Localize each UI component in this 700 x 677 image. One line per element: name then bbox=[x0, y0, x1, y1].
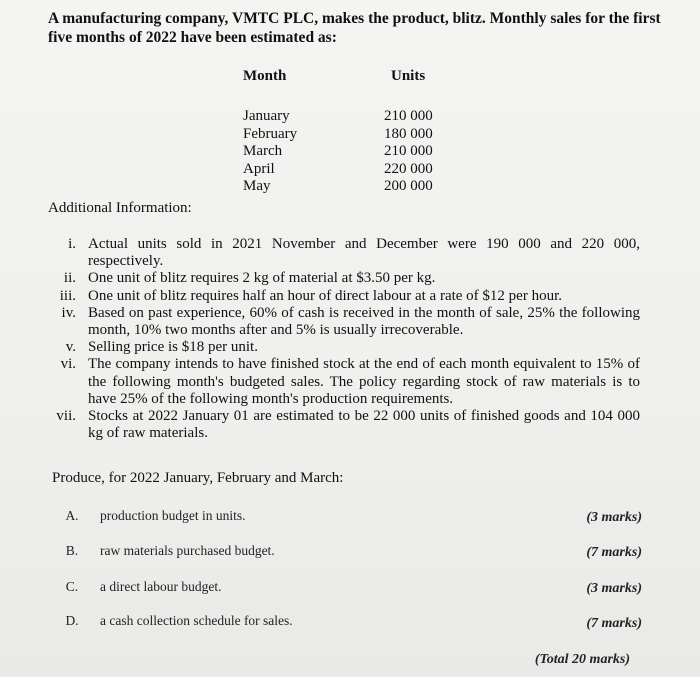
task-marks: (3 marks) bbox=[586, 581, 642, 596]
month-cell: January bbox=[243, 108, 290, 124]
units-cell: 220 000 bbox=[384, 160, 433, 177]
list-item bbox=[48, 339, 640, 356]
list-item bbox=[48, 288, 640, 305]
item-number: vi. bbox=[60, 356, 76, 373]
item-text: Stocks at 2022 January 01 are estimated to be 22 000 units of finished goods and 104 000 kg of raw materials. bbox=[88, 408, 640, 442]
task-letter: A. bbox=[65, 508, 79, 523]
task-letter: C. bbox=[65, 579, 79, 594]
task-letter: D. bbox=[65, 613, 79, 628]
produce-heading: Produce, for 2022 January, February and March: bbox=[52, 470, 344, 486]
task-label: a cash collection schedule for sales. bbox=[100, 613, 293, 628]
item-number: v. bbox=[65, 339, 76, 356]
list-item bbox=[48, 408, 640, 442]
task-marks: (7 marks) bbox=[586, 545, 642, 560]
list-item bbox=[48, 236, 640, 270]
additional-info-list bbox=[48, 236, 640, 442]
item-text: Selling price is $18 per unit. bbox=[88, 339, 258, 356]
list-item bbox=[48, 305, 640, 339]
item-number: ii. bbox=[63, 270, 76, 287]
item-number: iii. bbox=[59, 287, 76, 304]
month-cell: February bbox=[243, 125, 298, 142]
task-label: production budget in units. bbox=[100, 508, 246, 523]
units-cell: 210 000 bbox=[384, 143, 433, 159]
list-item bbox=[48, 356, 640, 408]
item-number: vii. bbox=[56, 408, 76, 425]
task-label: raw materials purchased budget. bbox=[100, 543, 275, 558]
units-cell: 210 000 bbox=[384, 108, 433, 124]
item-text: One unit of blitz requires half an hour of direct labour at a rate of $12 per hour. bbox=[88, 287, 563, 304]
question-intro: A manufacturing company, VMTC PLC, makes the product, blitz. Monthly sales for the first five months of 2022 have been estimated as: bbox=[48, 10, 661, 46]
total-marks: (Total 20 marks) bbox=[534, 652, 630, 667]
item-text: One unit of blitz requires 2 kg of material at $3.50 per kg. bbox=[88, 270, 436, 287]
month-cell: April bbox=[243, 160, 275, 177]
units-cell: 180 000 bbox=[384, 125, 433, 142]
month-cell: March bbox=[243, 143, 283, 159]
units-column bbox=[384, 108, 433, 196]
item-text: Actual units sold in 2021 November and December were 190 000 and 220 000, respectively. bbox=[88, 236, 640, 270]
task-marks: (7 marks) bbox=[586, 616, 642, 631]
task-letter: B. bbox=[65, 543, 79, 558]
month-column-header: Month bbox=[243, 68, 287, 84]
task-label: a direct labour budget. bbox=[100, 579, 222, 594]
month-column bbox=[243, 108, 297, 196]
month-cell: May bbox=[243, 178, 271, 194]
item-text: Based on past experience, 60% of cash is received in the month of sale, 25% the following month, 10% two months after and 5% is usually irrecoverable. bbox=[88, 304, 640, 339]
list-item bbox=[48, 270, 640, 287]
additional-info-heading: Additional Information: bbox=[48, 200, 192, 216]
units-column-header: Units bbox=[391, 68, 426, 84]
task-marks: (3 marks) bbox=[586, 510, 642, 525]
item-number: iv. bbox=[61, 304, 76, 321]
item-number: i. bbox=[68, 236, 76, 252]
item-text: The company intends to have finished stock at the end of each month equivalent to 15% of the following month's budgeted sales. The policy regarding stock of raw materials is to have 25% of the following month's production requirements. bbox=[88, 356, 640, 407]
units-cell: 200 000 bbox=[384, 178, 433, 194]
